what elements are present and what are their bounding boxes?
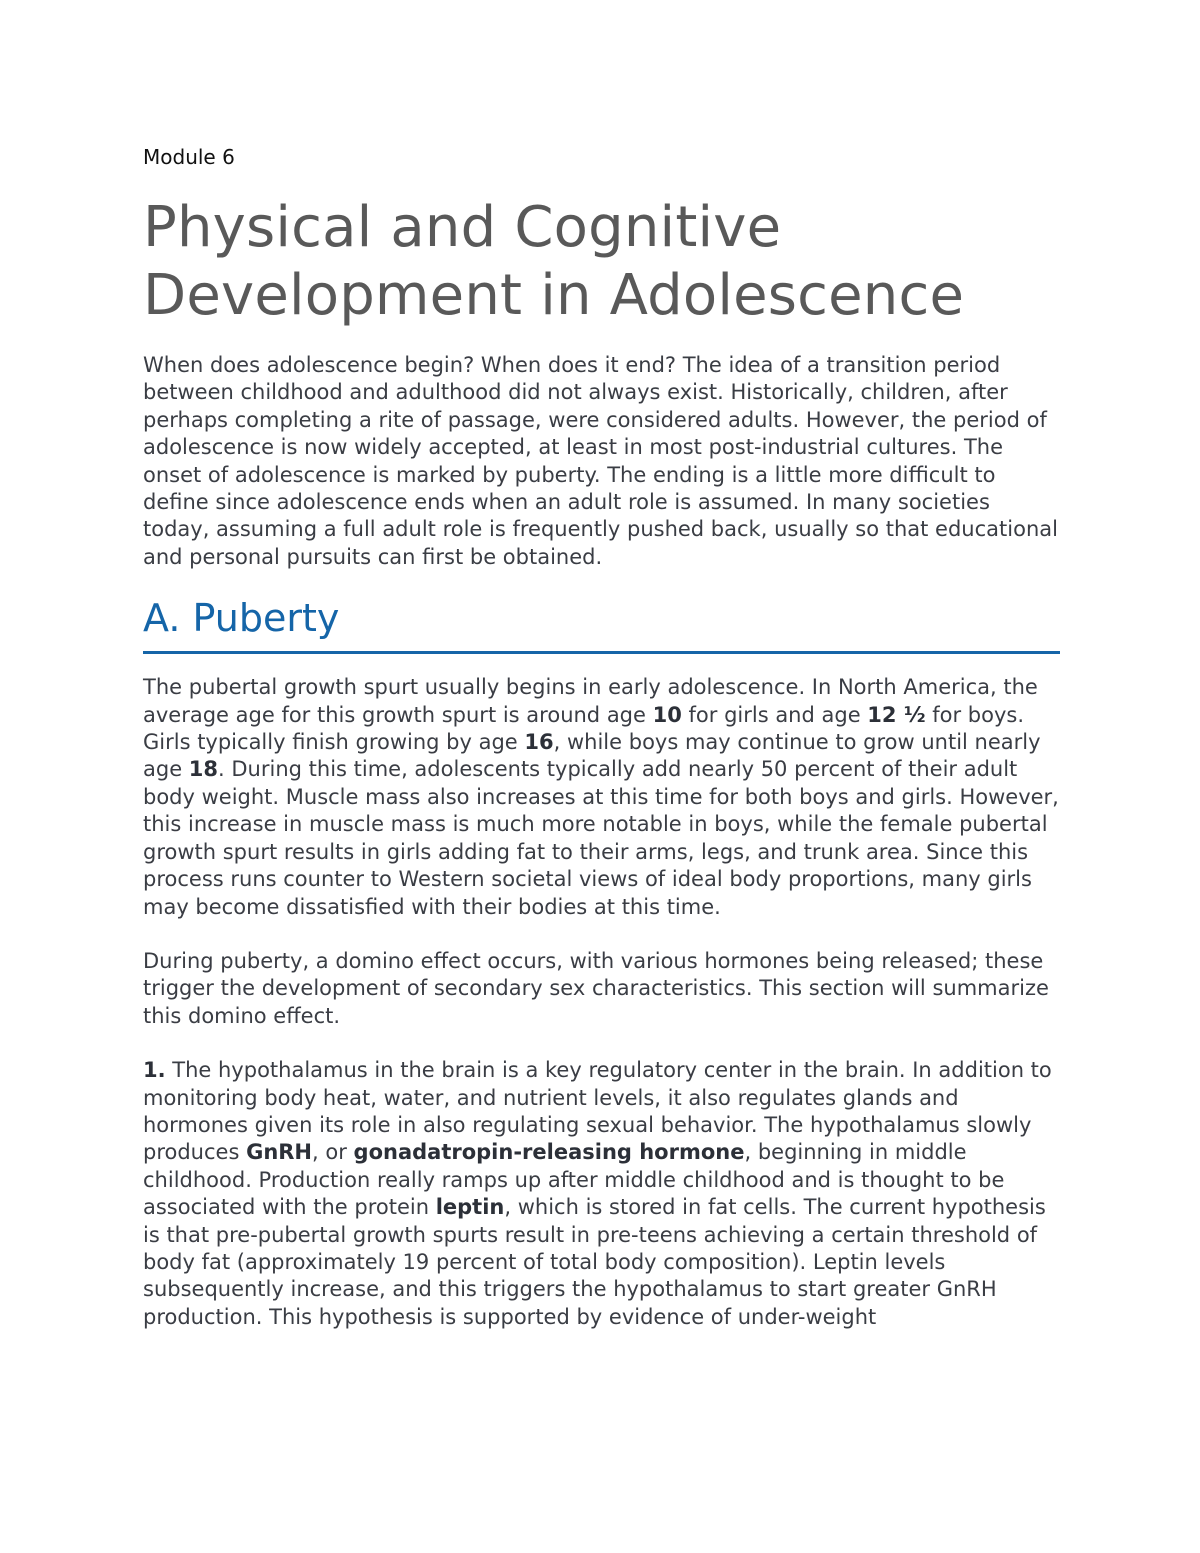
section-heading-puberty: A. Puberty (143, 593, 1060, 654)
puberty-paragraph-3 (143, 1057, 1060, 1331)
bold-run: 12 ½ (867, 702, 926, 727)
document-title-line-1: Physical and Cognitive (143, 195, 782, 260)
puberty-paragraph-1 (143, 674, 1060, 921)
text-run: , or (312, 1140, 354, 1165)
bold-term-gnrh: GnRH (246, 1140, 313, 1165)
bold-term-leptin: leptin (435, 1195, 505, 1220)
list-number: 1. (143, 1058, 166, 1083)
bold-term-gonadatropin: gonadatropin-releasing hormone (353, 1140, 745, 1165)
text-run: , which is stored in fat cells. The current hypothesis is that pre-pubertal growth spurts result in pre-teens achieving a certain threshold of body fat (approximately 19 percent of total body composition). Leptin levels subsequently increase, and this triggers the hypothalamus to start greater GnRH production. This hypothesis is supported by evidence of under-weight (143, 1195, 1046, 1329)
text-run: , while boys may continue to grow until nearly age (143, 730, 1041, 782)
text-run: The hypothalamus in the brain is a key regulatory center in the brain. In addition to monitoring body heat, water, and nutrient levels, it also regulates glands and hormones given its role in also regulating sexual behavior. The hypothalamus slowly produces (143, 1058, 1052, 1165)
module-label: Module 6 (143, 145, 235, 169)
intro-paragraph: When does adolescence begin? When does it end? The idea of a transition period between childhood and adulthood did not always exist. Historically, children, after perhaps completing a rite of passage, were considered adults. However, the period of adolescence is now widely accepted, at least in most post-industrial cultures. The onset of adolescence is marked by puberty. The ending is a little more difficult to define since adolescence ends when an adult role is assumed. In many societies today, assuming a full adult role is frequently pushed back, usually so that educational and personal pursuits can first be obtained. (143, 353, 1058, 569)
document-title (143, 194, 1060, 330)
bold-run: 18 (188, 757, 219, 782)
text-run: . During this time, adolescents typically add nearly 50 percent of their adult body weight. Muscle mass also increases at this time for both boys and girls. However, this increase in muscle mass is much more notable in boys, while the female pubertal growth spurt results in girls adding fat to their arms, legs, and trunk area. Since this process runs counter to Western societal views of ideal body proportions, many girls may become dissatisfied with their bodies at this time. (143, 757, 1059, 919)
document-title-line-2: Development in Adolescence (143, 263, 965, 328)
puberty-paragraph-2: During puberty, a domino effect occurs, with various hormones being released; these trigger the development of secondary sex characteristics. This section will summarize this domino effect. (143, 948, 1049, 1028)
text-run: for girls and age (681, 702, 868, 727)
text-run: , beginning in middle childhood. Production really ramps up after middle childhood and is thought to be associated with the protein (143, 1140, 1005, 1220)
document-page (143, 140, 1060, 1331)
bold-run: 16 (524, 730, 554, 755)
text-run: for boys. Girls typically finish growing by age (143, 702, 1025, 755)
text-run: The pubertal growth spurt usually begins in early adolescence. In North America, the average age for this growth spurt is around age (143, 675, 1038, 727)
bold-run: 10 (652, 702, 682, 727)
